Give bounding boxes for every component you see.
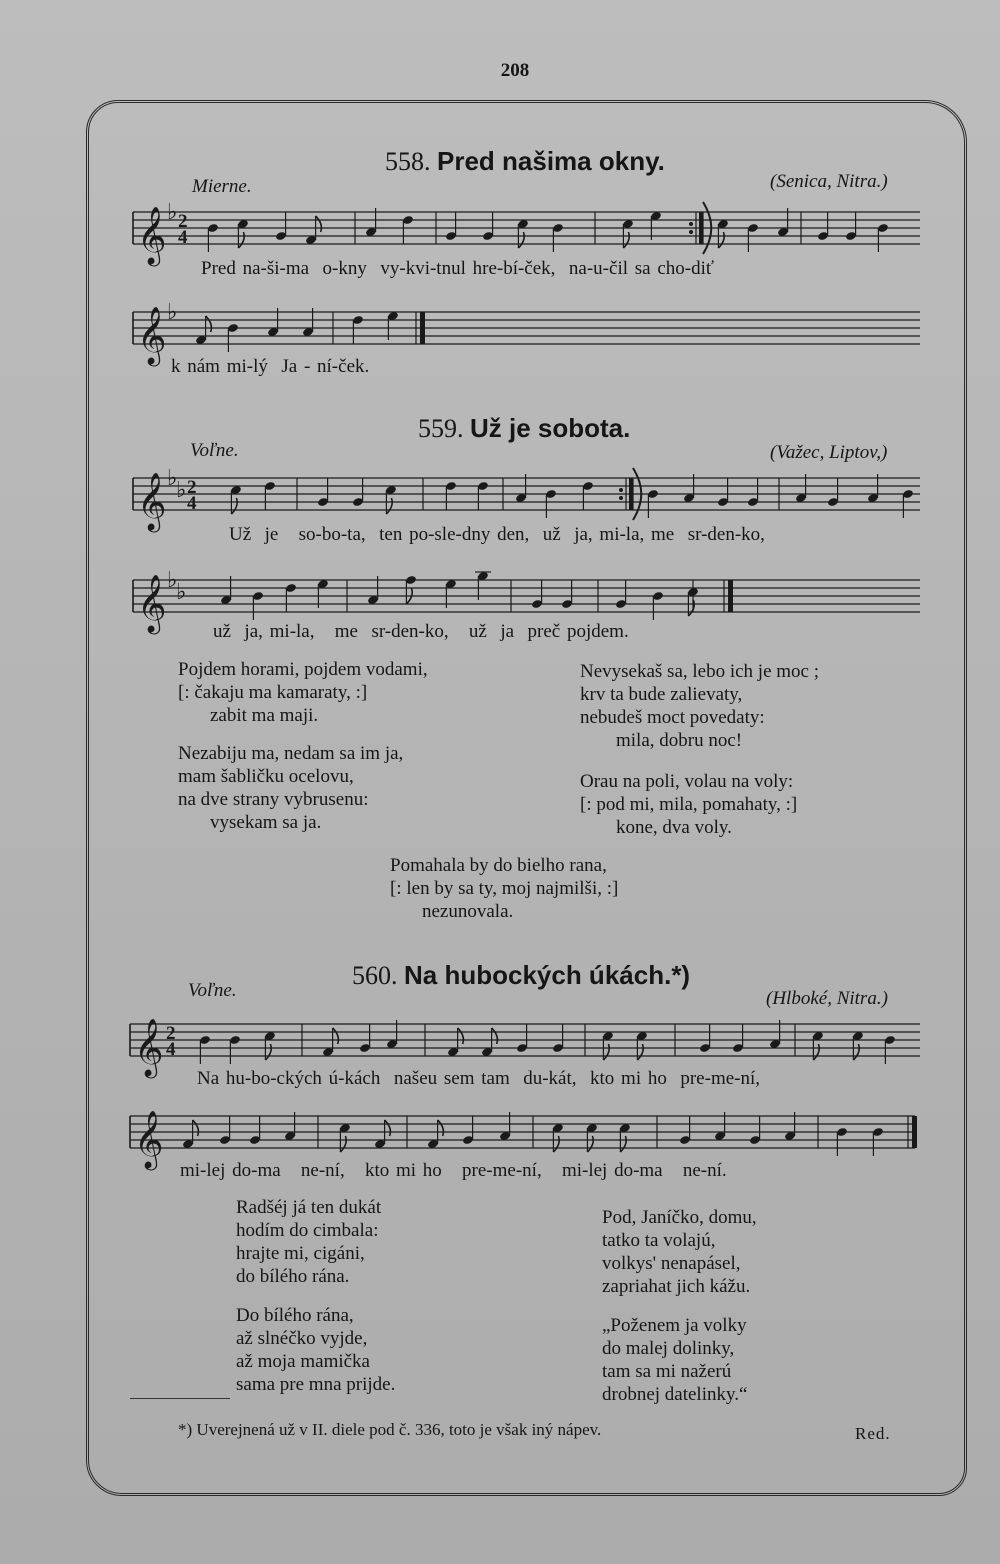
song-560-lyrics-1: Na hu-bo-ckých ú-kách našeu sem tam du-kát, kto mi ho pre-me-ní,	[197, 1068, 761, 1089]
treble-clef-icon: 𝄞	[137, 574, 167, 632]
song-559-lyrics-2: už ja, mi-la, me sr-den-ko, už ja preč pojdem.	[213, 621, 629, 642]
song-559-lyrics-1: Už je so-bo-ta, ten po-sle-dny den, už ja, mi-la, me sr-den-ko,	[229, 524, 765, 545]
song-559-stanza-2	[178, 742, 403, 834]
song-560-title: Na hubockých úkách.	[404, 960, 672, 990]
time-signature-digit: 2	[166, 1023, 176, 1044]
verse-line: nebudeš moct povedaty:	[580, 707, 765, 728]
verse-line: mila, dobru noc!	[616, 730, 743, 751]
treble-clef-icon: 𝄞	[137, 306, 167, 364]
treble-clef-icon: 𝄞	[134, 1018, 164, 1076]
verse-line: Nevysekaš sa, lebo ich je moc ;	[580, 661, 820, 682]
verse-line: hodím do cimbala:	[236, 1220, 379, 1241]
flat-sign: ♭	[167, 300, 178, 326]
song-559-stanza-5	[390, 854, 618, 923]
time-signature-digit: 4	[187, 493, 197, 514]
song-559-stanza-3	[580, 660, 819, 752]
song-559-title: Už je sobota.	[470, 413, 631, 443]
verse-line: do bílého rána.	[236, 1266, 350, 1287]
treble-clef-icon: 𝄞	[134, 1110, 164, 1168]
footnote-signature: Red.	[855, 1424, 891, 1443]
treble-clef-icon: 𝄞	[137, 206, 167, 264]
verse-line: [: čakaju ma kamaraty, :]	[178, 682, 368, 703]
song-560-stanza-1	[236, 1196, 381, 1288]
song-558-lyrics-1: Pred na-ši-ma o-kny vy-kvi-tnul hre-bí-ček, na-u-čil sa cho-diť	[201, 258, 714, 279]
verse-line: tam sa mi nažerú	[602, 1361, 732, 1382]
verse-line: Radšéj já ten dukát	[236, 1197, 382, 1218]
verse-line: až slnéčko vyjde,	[236, 1328, 368, 1349]
verse-line: [: pod mi, mila, pomahaty, :]	[580, 794, 798, 815]
song-560-lyrics-2: mi-lej do-ma ne-ní, kto mi ho pre-me-ní, mi-lej do-ma ne-ní.	[180, 1160, 727, 1181]
footnote-rule	[130, 1398, 230, 1399]
song-558-title: Pred našima okny.	[437, 146, 665, 176]
song-560-footnote-marker: *)	[671, 960, 691, 990]
verse-line: do malej dolinky,	[602, 1338, 735, 1359]
song-558-number: 558.	[385, 147, 431, 176]
verse-line: Pomahala by do bielho rana,	[390, 855, 607, 876]
time-signature-digit: 2	[187, 477, 197, 498]
verse-line: Nezabiju ma, nedam sa im ja,	[178, 743, 404, 764]
verse-line: volkys' nenapásel,	[602, 1253, 741, 1274]
verse-line: Orau na poli, volau na voly:	[580, 771, 794, 792]
song-558-origin: (Senica, Nitra.)	[770, 171, 888, 192]
verse-line: drobnej datelinky.“	[602, 1384, 748, 1405]
time-signature-digit: 2	[178, 211, 188, 232]
verse-line: [: len by sa ty, moj najmilši, :]	[390, 878, 619, 899]
verse-line: až moja mamička	[236, 1351, 370, 1372]
song-560-number: 560.	[352, 961, 398, 990]
verse-line: vysekam sa ja.	[210, 812, 322, 833]
verse-line: Do bílého rána,	[236, 1305, 354, 1326]
flat-sign: ♭	[167, 466, 178, 492]
song-560-stanza-3	[602, 1206, 757, 1298]
verse-line: sama pre mna prijde.	[236, 1374, 396, 1395]
song-558-heading	[385, 146, 665, 177]
verse-line: krv ta bude zalievaty,	[580, 684, 743, 705]
song-560-heading	[352, 960, 690, 991]
song-560-stanza-2	[236, 1304, 395, 1396]
song-560-origin: (Hlboké, Nitra.)	[766, 988, 888, 1009]
verse-line: Pod, Janíčko, domu,	[602, 1207, 757, 1228]
song-559-stanza-1	[178, 658, 428, 727]
flat-sign: ♭	[167, 200, 178, 226]
verse-line: „Poženem ja volky	[602, 1315, 747, 1336]
song-559-tempo: Voľne.	[190, 440, 239, 461]
verse-line: mam šabličku ocelovu,	[178, 766, 354, 787]
flat-sign: ♭	[167, 568, 178, 594]
time-signature-digit: 4	[166, 1039, 176, 1060]
song-558-lyrics-2: k nám mi-lý Ja - ní-ček.	[171, 356, 370, 377]
verse-line: zabit ma maji.	[210, 705, 319, 726]
verse-line: tatko ta volajú,	[602, 1230, 716, 1251]
verse-line: zapriahat jich kážu.	[602, 1276, 751, 1297]
song-559-stanza-4	[580, 770, 797, 839]
treble-clef-icon: 𝄞	[137, 472, 167, 530]
verse-line: na dve strany vybrusenu:	[178, 789, 369, 810]
flat-sign: ♭	[176, 478, 187, 504]
verse-line: kone, dva voly.	[616, 817, 732, 838]
verse-line: nezunovala.	[422, 901, 514, 922]
verse-line: Pojdem horami, pojdem vodami,	[178, 659, 428, 680]
song-559-heading	[418, 413, 630, 444]
song-559-number: 559.	[418, 414, 464, 443]
time-signature-digit: 4	[178, 227, 188, 248]
verse-line: hrajte mi, cigáni,	[236, 1243, 365, 1264]
page-number: 208	[500, 60, 530, 81]
flat-sign: ♭	[176, 580, 187, 606]
song-559-origin: (Važec, Liptov,)	[770, 442, 888, 463]
song-558-tempo: Mierne.	[192, 176, 252, 197]
footnote: *) Uverejnená už v II. diele pod č. 336, toto je však iný nápev.	[178, 1420, 602, 1439]
song-560-stanza-4	[602, 1314, 747, 1406]
song-560-tempo: Voľne.	[188, 980, 237, 1001]
